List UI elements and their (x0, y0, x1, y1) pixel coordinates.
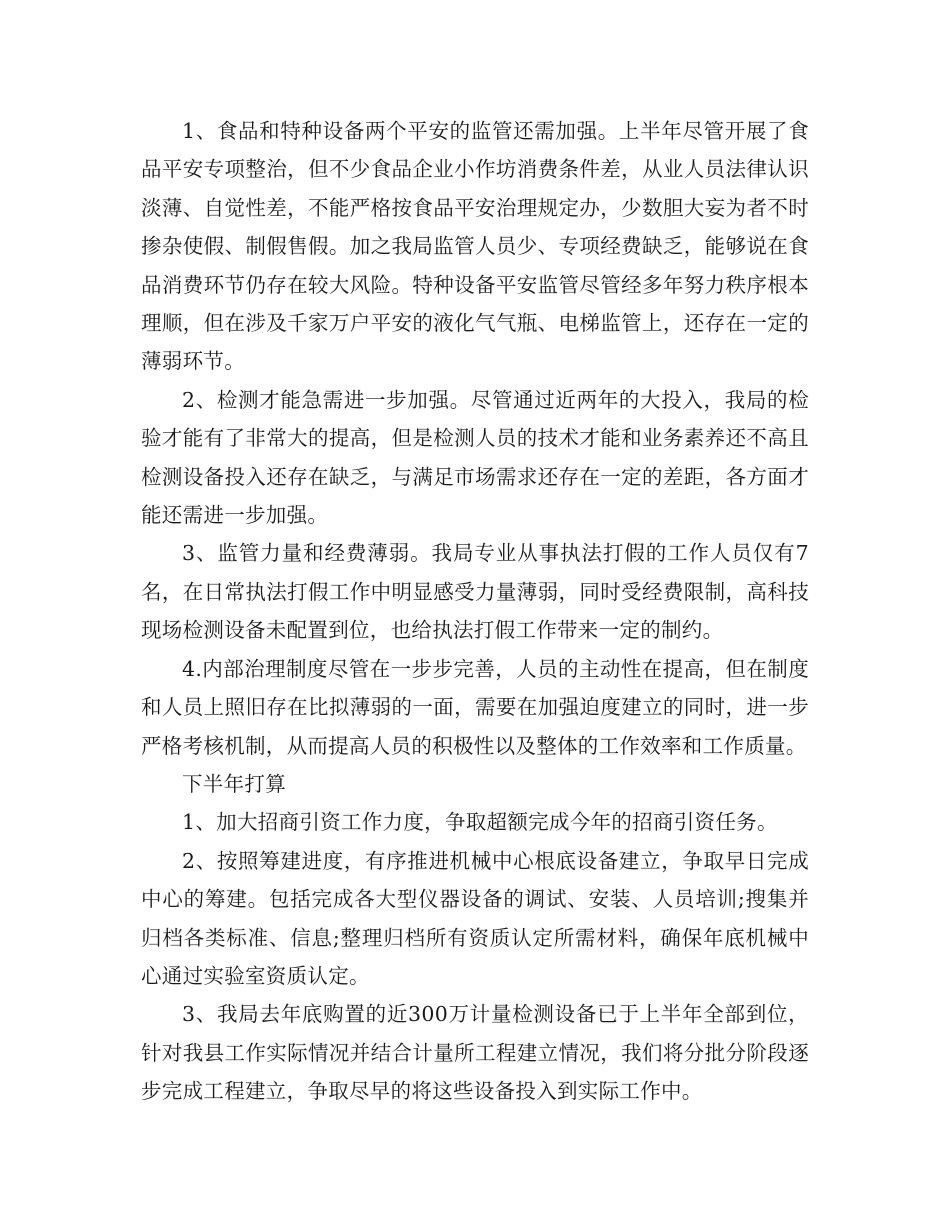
paragraph-investment-attraction: 1、加大招商引资工作力度，争取超额完成今年的招商引资任务。 (182, 810, 778, 835)
document-body (141, 112, 809, 1111)
paragraph-metrology-equipment: 3、我局去年底购置的近300万计量检测设备已于上半年全部到位，针对我县工作实际情况并结合计量所工程建立情况，我们将分批分阶段逐步完成工程建立，争取尽早的将这些设备投入到实际工作中。 (141, 1002, 809, 1104)
paragraph-supervision-staffing: 3、监管力量和经费薄弱。我局专业从事执法打假的工作人员仅有7名，在日常执法打假工作中明显感受力量薄弱，同时受经费限制，高科技现场检测设备未配置到位，也给执法打假工作带来一定的制约。 (141, 541, 809, 643)
section-heading-second-half-plan: 下半年打算 (182, 771, 286, 796)
paragraph-testing-capability: 2、检测才能急需进一步加强。尽管通过近两年的大投入，我局的检验才能有了非常大的提高，但是检测人员的技术才能和业务素养还不高且检测设备投入还存在缺乏，与满足市场需求还存在一定的差距，各方面才能还需进一步加强。 (141, 387, 809, 528)
paragraph-internal-management: 4.内部治理制度尽管在一步步完善，人员的主动性在提高，但在制度和人员上照旧存在比拟薄弱的一面，需要在加强迫度建立的同时，进一步严格考核机制，从而提高人员的积极性以及整体的工作效率和工作质量。 (141, 656, 809, 758)
paragraph-machinery-center: 2、按照筹建进度，有序推进机械中心根底设备建立，争取早日完成中心的筹建。包括完成各大型仪器设备的调试、安装、人员培训;搜集并归档各类标准、信息;整理归档所有资质认定所需材料，确保年底机械中心通过实验室资质认定。 (141, 848, 809, 988)
paragraph-food-safety-supervision: 1、食品和特种设备两个平安的监管还需加强。上半年尽管开展了食品平安专项整治，但不少食品企业小作坊消费条件差，从业人员法律认识淡薄、自觉性差，不能严格按食品平安治理规定办，少数胆大妄为者不时掺杂使假、制假售假。加之我局监管人员少、专项经费缺乏，能够说在食品消费环节仍存在较大风险。特种设备平安监管尽管经多年努力秩序根本理顺，但在涉及千家万户平安的液化气气瓶、电梯监管上，还存在一定的薄弱环节。 (141, 119, 809, 374)
